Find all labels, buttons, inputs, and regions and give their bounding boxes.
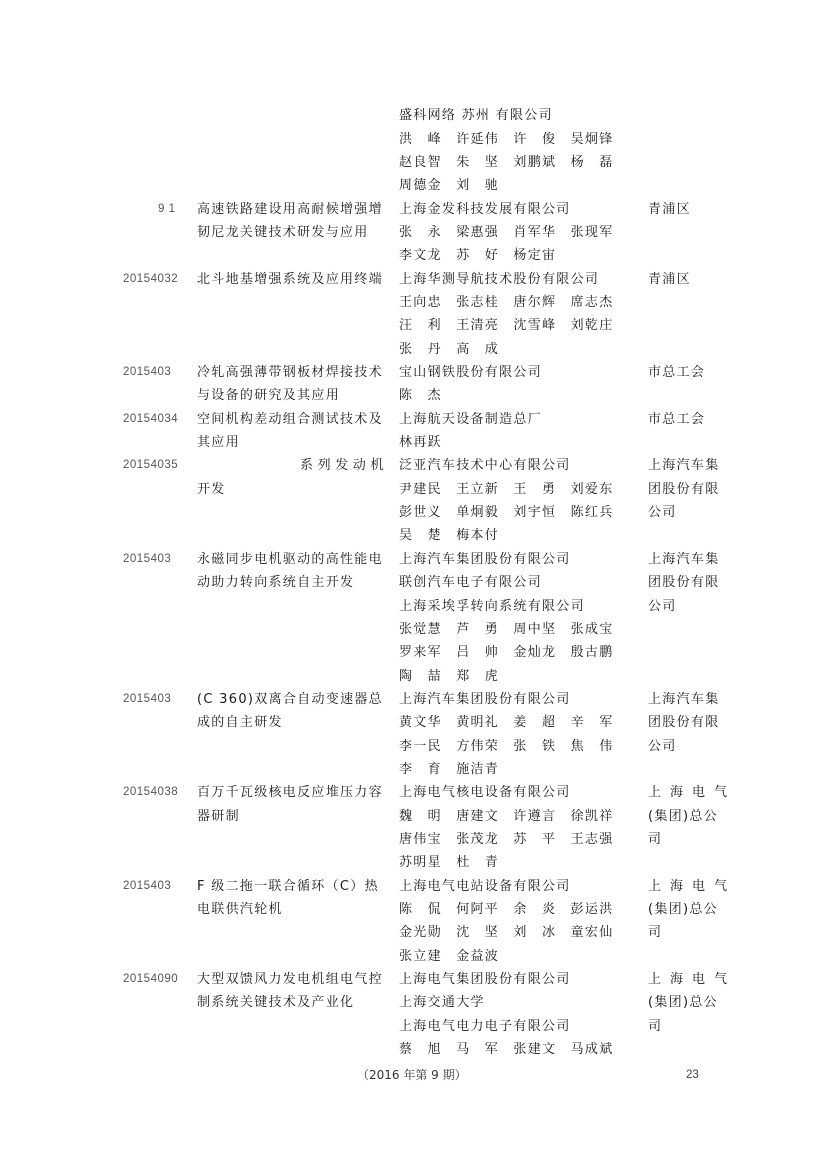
title-column bbox=[197, 408, 399, 455]
unit-line: 上海电气核电设备有限公司 bbox=[399, 785, 571, 801]
project-title-line: 制系统关键技术及产业化 bbox=[197, 995, 355, 1011]
recommender-line: 团股份有限 bbox=[648, 575, 720, 591]
recommender-line: (集团)总公 bbox=[648, 901, 718, 917]
project-title-line: 空间机构差动组合测试技术及 bbox=[197, 411, 383, 427]
unit-line: 李 育 施洁青 bbox=[399, 761, 500, 777]
project-title-line: 电联供汽轮机 bbox=[197, 901, 283, 917]
entry-id: 20154032 bbox=[123, 272, 179, 285]
id-column bbox=[123, 968, 197, 991]
recommender-column bbox=[648, 454, 738, 524]
recommender-line: (集团)总公 bbox=[648, 808, 718, 824]
unit-line: 上海汽车集团股份有限公司 bbox=[399, 551, 571, 567]
id-column bbox=[123, 408, 197, 431]
recommender-line: 团股份有限 bbox=[648, 481, 720, 497]
units-column bbox=[399, 548, 648, 688]
entry-id: 2015403 bbox=[123, 366, 172, 379]
units-column bbox=[399, 268, 648, 361]
recommender-column bbox=[648, 688, 738, 758]
unit-line: 上海汽车集团股份有限公司 bbox=[399, 691, 571, 707]
entry-id: 20154090 bbox=[123, 973, 179, 986]
recommender-column bbox=[648, 875, 738, 945]
project-title-line: 百万千瓦级核电反应堆压力容 bbox=[197, 785, 383, 801]
unit-line: 黄文华 黄明礼 姜 超 辛 军 bbox=[399, 715, 614, 731]
unit-line: 苏明星 杜 青 bbox=[399, 855, 500, 871]
entry-row bbox=[0, 104, 738, 197]
id-column bbox=[123, 548, 197, 571]
project-title-line: 永磁同步电机驱动的高性能电 bbox=[197, 551, 383, 567]
project-title-line: 韧尼龙关键技术研发与应用 bbox=[197, 225, 369, 241]
recommender-column bbox=[648, 361, 738, 384]
units-column bbox=[399, 688, 648, 781]
recommender-line: 司 bbox=[648, 831, 663, 847]
id-column bbox=[123, 361, 197, 384]
project-title-line: 系列发动机 bbox=[300, 458, 389, 474]
recommender-line: 青浦区 bbox=[648, 271, 691, 287]
project-title-line: 冷轧高强薄带钢板材焊接技术 bbox=[197, 365, 383, 381]
entry-row bbox=[0, 968, 738, 1061]
recommender-line: 青浦区 bbox=[648, 201, 691, 217]
unit-line: 金光勋 沈 坚 刘 冰 童宏仙 bbox=[399, 925, 614, 941]
award-list bbox=[0, 104, 738, 1061]
title-column bbox=[197, 361, 399, 408]
unit-line: 上海交通大学 bbox=[399, 995, 485, 1011]
unit-line: 王向忠 张志桂 唐尔辉 席志杰 bbox=[399, 295, 614, 311]
recommender-line: 司 bbox=[648, 925, 663, 941]
entry-row bbox=[0, 548, 738, 688]
unit-line: 上海航天设备制造总厂 bbox=[399, 411, 543, 427]
recommender-column bbox=[648, 968, 738, 1038]
unit-line: 彭世义 单炯毅 刘宇恒 陈红兵 bbox=[399, 505, 614, 521]
unit-line: 赵良智 朱 坚 刘鹏斌 杨 磊 bbox=[399, 154, 614, 170]
unit-line: 周德金 刘 驰 bbox=[399, 178, 500, 194]
unit-line: 张 永 梁惠强 肖军华 张现军 bbox=[399, 225, 614, 241]
unit-line: 张立建 金益波 bbox=[399, 948, 500, 964]
unit-line: 林再跃 bbox=[399, 435, 442, 451]
units-column bbox=[399, 104, 648, 197]
entry-id: 2015403 bbox=[123, 879, 172, 892]
project-title-line: 高速铁路建设用高耐候增强增 bbox=[197, 201, 383, 217]
unit-line: 陈 侃 何阿平 余 炎 彭运洪 bbox=[399, 901, 614, 917]
unit-line: 盛科网络 苏州 有限公司 bbox=[399, 108, 553, 124]
entry-row bbox=[0, 361, 738, 408]
project-title-line: F 级二拖一联合循环（C）热 bbox=[197, 878, 379, 894]
entry-row bbox=[0, 875, 738, 968]
project-title-line: 成的自主研发 bbox=[197, 715, 283, 731]
title-column bbox=[197, 875, 399, 922]
recommender-line: 公司 bbox=[648, 598, 677, 614]
unit-line: 张觉慧 芦 勇 周中坚 张成宝 bbox=[399, 621, 614, 637]
unit-line: 上海电气电站设备有限公司 bbox=[399, 878, 571, 894]
title-column bbox=[197, 268, 399, 291]
id-column bbox=[123, 688, 197, 711]
entry-id: 2015403 bbox=[123, 552, 172, 565]
unit-line: 泛亚汽车技术中心有限公司 bbox=[399, 458, 571, 474]
unit-line: 上海金发科技发展有限公司 bbox=[399, 201, 571, 217]
unit-line: 张 丹 高 成 bbox=[399, 341, 500, 357]
unit-line: 吴 楚 梅本付 bbox=[399, 528, 500, 544]
units-column bbox=[399, 781, 648, 874]
recommender-line: 团股份有限 bbox=[648, 715, 720, 731]
project-title-line: 动助力转向系统自主开发 bbox=[197, 575, 355, 591]
page-number: 23 bbox=[686, 1069, 699, 1081]
id-column bbox=[123, 781, 197, 804]
recommender-line: 上海电气 bbox=[648, 878, 737, 894]
project-title-line: 北斗地基增强系统及应用终端 bbox=[197, 271, 383, 287]
unit-line: 联创汽车电子有限公司 bbox=[399, 575, 543, 591]
title-column bbox=[197, 198, 399, 245]
unit-line: 李一民 方伟荣 张 铁 焦 伟 bbox=[399, 738, 614, 754]
entry-id: 20154034 bbox=[123, 412, 179, 425]
unit-line: 魏 明 唐建文 许遵言 徐凯祥 bbox=[399, 808, 614, 824]
project-title-line: (C 360)双离合自动变速器总 bbox=[197, 691, 383, 707]
unit-line: 李文龙 苏 好 杨定宙 bbox=[399, 248, 557, 264]
units-column bbox=[399, 454, 648, 547]
unit-line: 罗来军 吕 帅 金灿龙 殷古鹏 bbox=[399, 645, 614, 661]
entry-row bbox=[0, 198, 738, 268]
unit-line: 宝山钢铁股份有限公司 bbox=[399, 365, 543, 381]
recommender-line: 上海电气 bbox=[648, 785, 737, 801]
id-column bbox=[123, 875, 197, 898]
entry-row bbox=[0, 454, 738, 547]
id-column bbox=[123, 198, 197, 221]
entry-id: 2015403 bbox=[123, 692, 172, 705]
units-column bbox=[399, 968, 648, 1061]
recommender-column bbox=[648, 268, 738, 291]
units-column bbox=[399, 361, 648, 408]
id-column bbox=[123, 268, 197, 291]
unit-line: 上海华测导航技术股份有限公司 bbox=[399, 271, 600, 287]
entry-row bbox=[0, 408, 738, 455]
title-column bbox=[197, 454, 399, 501]
entry-row bbox=[0, 781, 738, 874]
recommender-line: 市总工会 bbox=[648, 411, 706, 427]
entry-row bbox=[0, 688, 738, 781]
entry-id: 20154035 bbox=[123, 459, 179, 472]
recommender-line: (集团)总公 bbox=[648, 995, 718, 1011]
units-column bbox=[399, 408, 648, 455]
recommender-line: 公司 bbox=[648, 505, 677, 521]
unit-line: 陈 杰 bbox=[399, 388, 442, 404]
recommender-line: 上海汽车集 bbox=[648, 458, 720, 474]
title-column bbox=[197, 688, 399, 735]
footer-issue-label: （2016 年第 9 期） bbox=[357, 1068, 467, 1082]
recommender-line: 上海汽车集 bbox=[648, 551, 720, 567]
unit-line: 洪 峰 许延伟 许 俊 吴炯锋 bbox=[399, 131, 614, 147]
unit-line: 上海采埃孚转向系统有限公司 bbox=[399, 598, 585, 614]
recommender-column bbox=[648, 781, 738, 851]
entry-row bbox=[0, 268, 738, 361]
recommender-column bbox=[648, 548, 738, 618]
entry-id: 20154038 bbox=[123, 786, 179, 799]
units-column bbox=[399, 198, 648, 268]
unit-line: 陶 喆 郑 虎 bbox=[399, 668, 500, 684]
title-column bbox=[197, 968, 399, 1015]
project-title-line: 大型双馈风力发电机组电气控 bbox=[197, 972, 383, 988]
title-column bbox=[197, 781, 399, 828]
id-column bbox=[123, 454, 197, 477]
project-title-line: 器研制 bbox=[197, 808, 240, 824]
project-title-line: 开发 bbox=[197, 481, 226, 497]
project-title-line: 与设备的研究及其应用 bbox=[197, 388, 341, 404]
unit-line: 尹建民 王立新 王 勇 刘爱东 bbox=[399, 481, 614, 497]
recommender-line: 上海电气 bbox=[648, 972, 737, 988]
entry-id: 9 1 bbox=[158, 202, 176, 215]
unit-line: 唐伟宝 张茂龙 苏 平 王志强 bbox=[399, 831, 614, 847]
title-column bbox=[197, 548, 399, 595]
recommender-column bbox=[648, 408, 738, 431]
unit-line: 蔡 旭 马 军 张建文 马成斌 bbox=[399, 1042, 614, 1058]
recommender-column bbox=[648, 198, 738, 221]
unit-line: 上海电气电力电子有限公司 bbox=[399, 1018, 571, 1034]
recommender-line: 上海汽车集 bbox=[648, 691, 720, 707]
recommender-line: 公司 bbox=[648, 738, 677, 754]
units-column bbox=[399, 875, 648, 968]
recommender-line: 市总工会 bbox=[648, 365, 706, 381]
unit-line: 上海电气集团股份有限公司 bbox=[399, 972, 571, 988]
recommender-line: 司 bbox=[648, 1018, 663, 1034]
project-title-line: 其应用 bbox=[197, 435, 240, 451]
unit-line: 汪 利 王清亮 沈雪峰 刘乾庄 bbox=[399, 318, 614, 334]
